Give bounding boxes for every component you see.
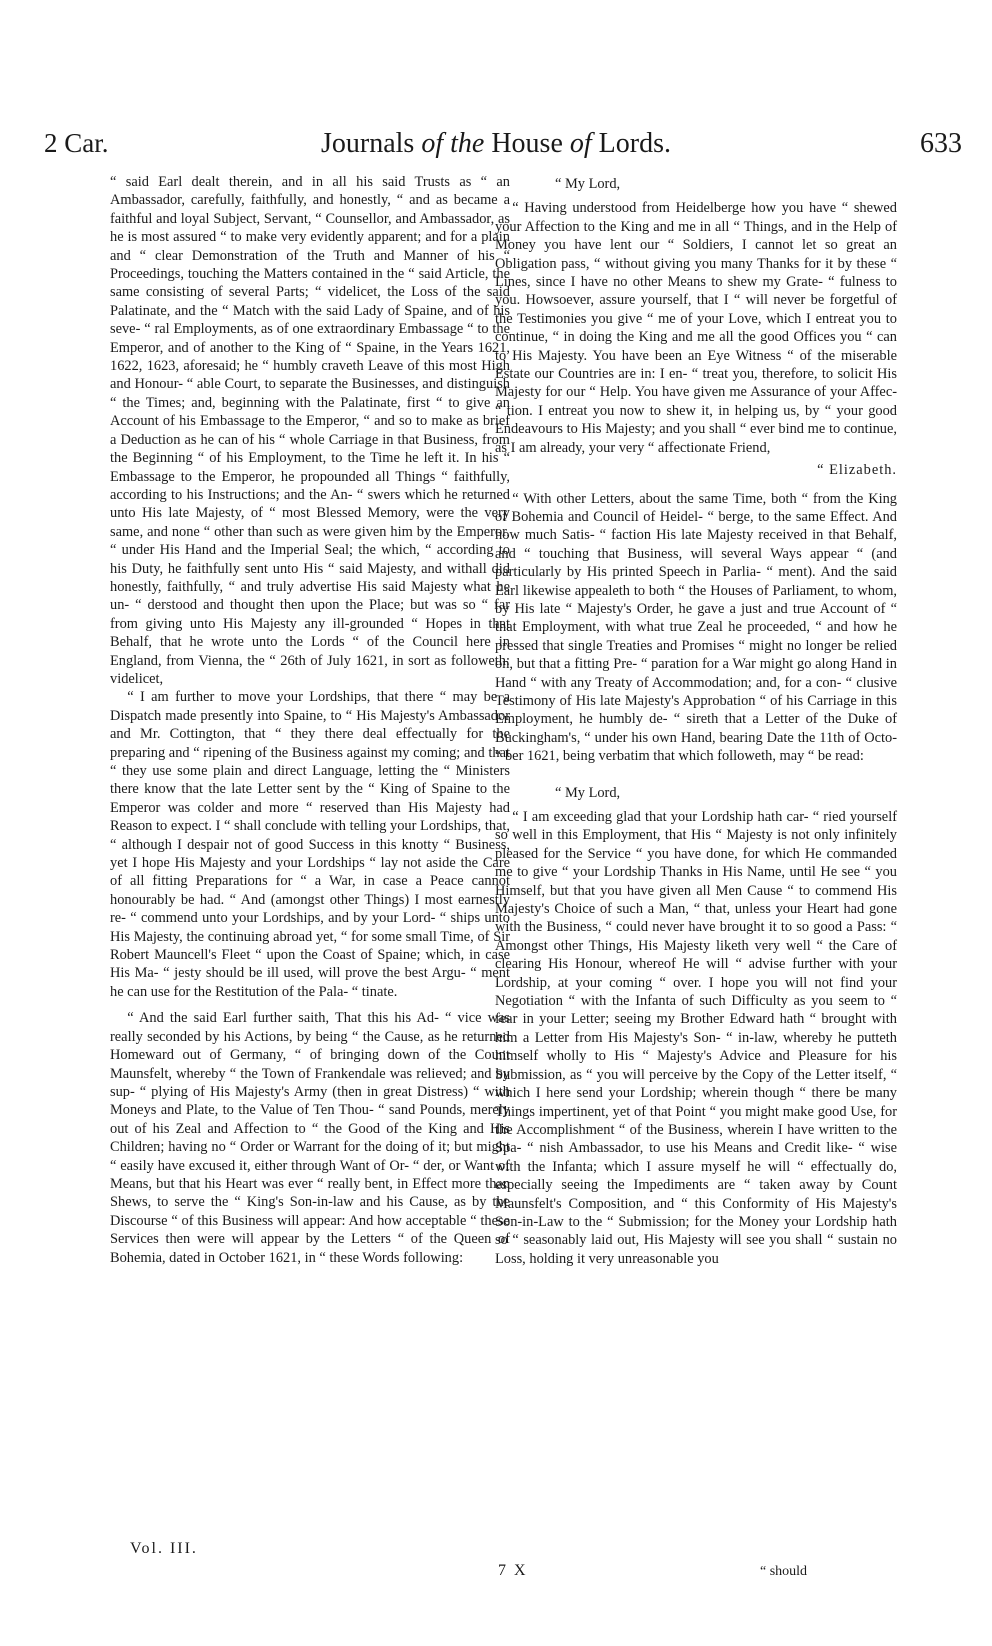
title-word: the — [450, 128, 485, 159]
page-number: 633 — [920, 128, 962, 159]
paragraph: “ Having understood from Heidelberge how you have “ shewed your Affection to the King and me in all “ Things, and in the Help of Money you have lent our “ Soldiers, I cannot let so great an Obligation pass, “ without giving you many Thanks for it by these “ Lines, since I have no other Means to shew my Grate- “ fulness to you. Howsoever, assure yourself, that I “ will never be forgetful of the Testimonies you give “ me of your Love, which I entreat you to continue, “ in doing the King and me all the good Offices you “ can to His Majesty. You have been an Eye Witness “ of the miserable Estate our Countries are in: I en- “ treat you, therefore, to solicit His Majesty for our “ Help. You have given me Assurance of your Affec- “ tion. I entreat you now to shew it, in helping us, by “ your good Endeavours to His Majesty; and you shall “ ever bind me to continue, as I am already, your very “ affectionate Friend, — [495, 200, 897, 456]
letter-salutation: “ My Lord, — [555, 176, 621, 192]
signature-mark: 7 X — [498, 1562, 528, 1579]
page-header — [0, 128, 992, 168]
paragraph: “ said Earl dealt therein, and in all his said Trusts as “ an Ambassador, carefully, faithfully, and honestly, “ and as became a faithful and loyal Subject, Servant, “ Counsellor, and Ambassador, as he is most assured “ to make very evidently apparent; and for a plain and “ clear Demonstration of the Truth and Manner of his “ Proceedings, touching the Matters contained in the “ said Article, the same consisting of several Parts; “ videlicet, the Loss of the said Palatinate, and the “ Match with the said Lady of Spaine, and of his seve- “ ral Employments, as of one extraordinary Embassage “ to the Emperor, and of another to the King of “ Spaine, in the Years 1621, 1622, 1623, aforesaid; he “ humbly craveth Leave of this most High and Honour- “ able Court, to separate the Businesses, and distinguish “ the Times; and, beginning with the Palatinate, first “ to give an Account of his Embassage to the Emperor, “ and so to make as brief a Deduction as he can of his “ whole Carriage in that Business, from the Beginning “ of his Employment, to the Time he left it. In his “ Embassage to the Emperor, he propounded all Things “ faithfully, according to his Instructions; and the An- “ swers which he returned unto His late Majesty, of “ most Blessed Memory, were the very same, and none “ other than such as were given him by the Emperor, “ under His Hand and the Imperial Seal; the which, “ according to his Duty, he faithfully sent unto His “ said Majesty, and withall did honestly, faithfully, “ and truly advertise His said Majesty what he un- “ derstood and thought then upon the Place; but was so “ far from giving unto His Majesty any ill-grounded “ Hopes in that Behalf, that he wrote unto the Lords “ of the Council here in England, from Vienna, the “ 26th of July 1621, in sort as followeth: videlicet, — [110, 174, 510, 687]
paragraph: “ I am exceeding glad that your Lordship hath car- “ ried yourself so well in this Employment, that His “ Majesty is not only infinitely pleased for the Service “ you have done, for which He commanded me to give “ your Lordship Thanks in His Name, until He see “ you Himself, but that you have given all Men Cause “ to commend His Majesty's Choice of such a Man, “ that, unless your Heart had gone with the Business, “ could never have brought it to so good a Pass: “ Amongst other Things, His Majesty liketh very well “ the Care of clearing His Honour, whereof He will “ advise further with your Lordship, at your coming “ over. I hope you will not find your Negotiation “ with the Infanta of such Difficulty as you seem to “ fear in your Letter; seeing my Brother Edward hath “ brought with him a Letter from His Majesty's Son- “ in-law, whereby he putteth himself wholly to His “ Majesty's Advice and Pleasure for his Submission, as “ you will perceive by the Copy of the Letter itself, “ which I here send your Lordship; wherein though “ there be many Things impertinent, yet of that Point “ you might make good Use, for the Accomplishment “ of the Business, wherein I have written to the Spa- “ nish Ambassador, to use his Means and Credit like- “ wise with the Infanta; which I assure myself he will “ effectually do, especially seeing the Impediments are “ taken away by Count Maunsfelt's Composition, and “ this Conformity of His Majesty's Son-in-Law to the “ Submission; for the Money your Lordship hath so “ seasonably laid out, His Majesty will see you shall “ sustain no Loss, holding it very unreasonable you — [495, 809, 897, 1267]
catchword: “ should — [760, 1564, 808, 1579]
letter-signature: “ Elizabeth. — [817, 462, 897, 479]
title-word: Journals — [321, 128, 415, 159]
letter-salutation: “ My Lord, — [555, 784, 621, 801]
volume-mark: Vol. III. — [130, 1540, 198, 1557]
title-word: of — [421, 128, 444, 159]
running-title — [0, 128, 992, 160]
paragraph: “ With other Letters, about the same Time, both “ from the King of Bohemia and Council of Heidel- “ berge, to the same Effect. And how much Satis- “ faction His late Majesty received in that Behalf, and “ touching that Business, will several Ways appear “ (and particularly by His printed Speech in Parlia- “ ment). And the said Earl likewise appealeth to both “ the Houses of Parliament, to whom, by His late “ Majesty's Order, he gave a just and true Account of “ that Employment, with what true Zeal he proceeded, “ and how he pressed that single Treaties and Promises “ might no longer be relied on, but that a fitting Pre- “ paration for a War might go along Hand in Hand “ with any Treaty of Accommodation; and, for a con- “ clusive Testimony of His late Majesty's Approbation “ of his Carriage in this Employment, he humbly de- “ sireth that a Letter of the Duke of Buckingham's, “ under his own Hand, bearing Date the 11th of Octo- “ ber 1621, being verbatim that which followeth, may “ be read: — [495, 490, 897, 765]
paragraph: “ I am further to move your Lordships, that there “ may be a Dispatch made presently into Spaine, to “ His Majesty's Ambassador and Mr. Cottington, that “ they there deal effectually for the preparing and “ ripening of the Business against my coming; and that “ they use some plain and direct Language, letting the “ Ministers there know that the late Letter sent by the “ King of Spaine to the Emperor was colder and more “ reserved than His Majesty had Reason to expect. I “ shall conclude with telling your Lordships, that, “ although I despair not of good Success in this knotty “ Business, yet I hope His Majesty and your Lordships “ lay not aside the Care of all fitting Preparations for “ a War, in case a Peace cannot honourably be had. “ And (amongst other Things) I most earnestly re- “ commend unto your Lordships, and by your Lord- “ ships unto His Majesty, the continuing abroad yet, “ for some small Time, of Sir Robert Mauncell's Fleet “ upon the Coast of Spaine; which, in case His Ma- “ jesty should be ill used, will prove the best Argu- “ ment he can use for the Restitution of the Pala- “ tinate. — [110, 689, 510, 1000]
title-word: House — [491, 128, 563, 159]
left-column — [110, 173, 510, 1267]
right-column — [495, 173, 897, 1268]
running-head-left: 2 Car. — [44, 128, 109, 158]
title-word: Lords. — [598, 128, 671, 159]
title-word: of — [569, 128, 592, 159]
paragraph: “ And the said Earl further saith, That this his Ad- “ vice was really seconded by his Actions, by being “ the Cause, as he returned Homeward out of Germany, “ of bringing down of the Count Maunsfelt, whereby “ the Town of Frankendale was relieved; and by sup- “ plying of His Majesty's Army (then in great Distress) “ with Moneys and Plate, to the Value of Ten Thou- “ sand Pounds, merely out of his Zeal and Affection to “ the Good of the King and His Children; having no “ Order or Warrant for the doing of it; but might “ easily have excused it, either through Want of Or- “ der, or Want of Means, but that his Heart was ever “ really bent, in Effect more than Shews, to serve the “ King's Son-in-law and his Cause, as by the Discourse “ of this Business will appear: And how acceptable “ these Services then were will appear by the Letters “ of the Queen of Bohemia, dated in October 1621, in “ these Words following: — [110, 1010, 510, 1266]
